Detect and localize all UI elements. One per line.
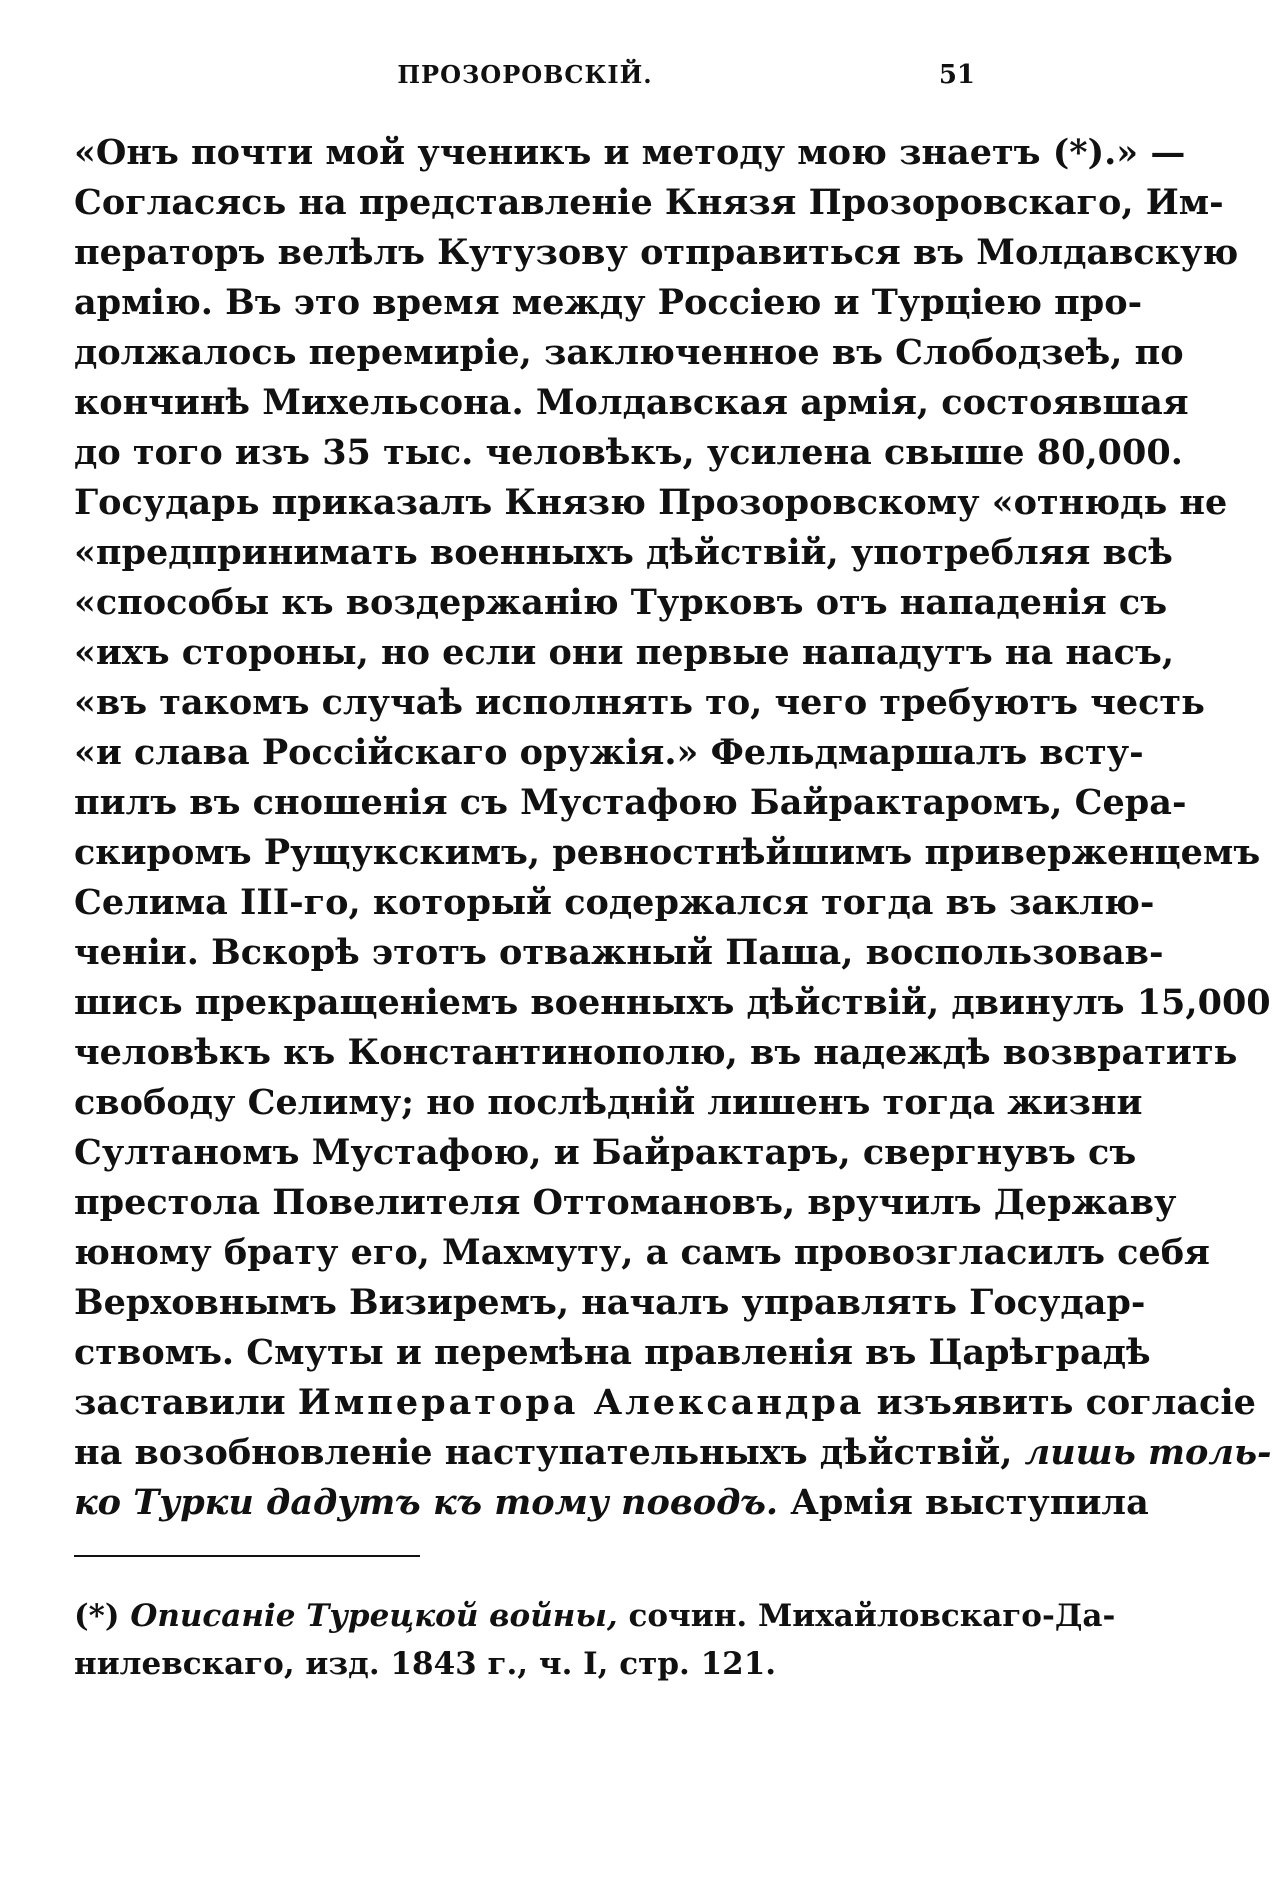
body-text (74, 128, 1272, 1528)
footnote-rule (74, 1555, 420, 1557)
text-span: изъявить согласіе (864, 1382, 1256, 1423)
footnote (74, 1592, 1116, 1688)
text-line: «въ такомъ случаѣ исполнять то, чего требуютъ честь (74, 682, 1205, 723)
running-title: ПРОЗОРОВСКІЙ. (397, 60, 653, 89)
text-line: престола Повелителя Оттомановъ, вручилъ Державу (74, 1182, 1177, 1223)
text-line: ченіи. Вскорѣ этотъ отважный Паша, воспользовав- (74, 932, 1164, 973)
text-line: скиромъ Рущукскимъ, ревностнѣйшимъ приверженцемъ (74, 832, 1261, 873)
page-number: 51 (938, 60, 975, 90)
text-line: Государь приказалъ Князю Прозоровскому «отнюдь не (74, 482, 1228, 523)
spaced-name: Императора Александра (297, 1382, 865, 1423)
text-line: «и слава Россійскаго оружія.» Фельдмаршалъ всту- (74, 732, 1144, 773)
text-line: Верховнымъ Визиремъ, началъ управлять Государ- (74, 1282, 1146, 1323)
italic-span: ко Турки дадутъ къ тому поводъ. (74, 1482, 779, 1523)
text-line: свободу Селиму; но послѣдній лишенъ тогда жизни (74, 1082, 1143, 1123)
text-line: кончинѣ Михельсона. Молдавская армія, состоявшая (74, 382, 1189, 423)
text-line: должалось перемиріе, заключенное въ Слободзеѣ, по (74, 332, 1184, 373)
text-line: шись прекращеніемъ военныхъ дѣйствій, двинулъ 15,000 (74, 982, 1271, 1023)
footnote-marker: (*) (74, 1598, 131, 1634)
footnote-line (74, 1640, 978, 1688)
text-line: человѣкъ къ Константинополю, въ надеждѣ возвратить (74, 1032, 1238, 1073)
text-line (74, 1428, 1272, 1478)
footnote-text: сочин. Михайловскаго-Да- (617, 1598, 1116, 1634)
footnote-text: нилевскаго, изд. 1843 г., ч. I, стр. 121. (74, 1646, 777, 1682)
running-head (75, 60, 975, 100)
text-line: Султаномъ Мустафою, и Байрактаръ, свергнувъ съ (74, 1132, 1137, 1173)
body-lines (74, 128, 1271, 1378)
text-span: Армія выступила (778, 1482, 1149, 1523)
text-line: «предпринимать военныхъ дѣйствій, употребляя всѣ (74, 532, 1173, 573)
footnote-title: Описаніе Турецкой войны, (130, 1598, 618, 1634)
text-line: до того изъ 35 тыс. человѣкъ, усилена свыше 80,000. (74, 432, 1183, 473)
text-line: ствомъ. Смуты и перемѣна правленія въ Царѣградѣ (74, 1332, 1151, 1373)
text-line: Согласясь на представленіе Князя Прозоровскаго, Им- (74, 182, 1224, 223)
footnote-line (74, 1592, 1116, 1640)
text-span: на возобновленіе наступательныхъ дѣйствій, (74, 1432, 1025, 1473)
text-line: юному брату его, Махмуту, а самъ провозгласилъ себя (74, 1232, 1210, 1273)
text-line (74, 1478, 1149, 1528)
text-line: ператоръ велѣлъ Кутузову отправиться въ Молдавскую (74, 232, 1239, 273)
text-line: армію. Въ это время между Россіею и Турціею про- (74, 282, 1143, 323)
text-line: «Онъ почти мой ученикъ и методу мою знаетъ (*).» — (74, 132, 1186, 173)
text-span: заставили (74, 1382, 298, 1423)
text-line: пилъ въ сношенія съ Мустафою Байрактаромъ, Сера- (74, 782, 1187, 823)
text-line: Селима III-го, который содержался тогда въ заклю- (74, 882, 1155, 923)
italic-span: лишь толь- (1024, 1432, 1272, 1473)
text-line: «способы къ воздержанію Турковъ отъ нападенія съ (74, 582, 1168, 623)
text-line (74, 1378, 1256, 1428)
text-line: «ихъ стороны, но если они первые нападутъ на насъ, (74, 632, 1175, 673)
